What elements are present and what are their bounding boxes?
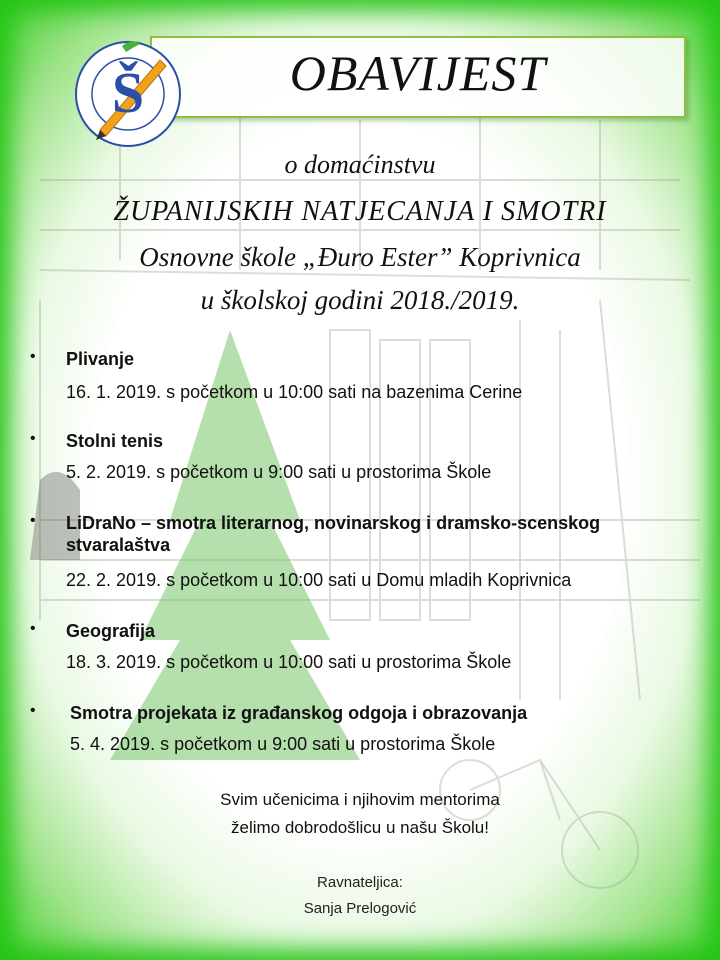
school-logo	[72, 38, 184, 150]
event-detail: 22. 2. 2019. s početkom u 10:00 sati u Domu mladih Koprivnica	[66, 570, 572, 590]
title-box	[150, 36, 686, 118]
closing-line-1: Svim učenicima i njihovim mentorima	[220, 790, 500, 809]
bullet-icon: •	[30, 430, 36, 447]
page-title: OBAVIJEST	[289, 45, 547, 101]
event-name: Stolni tenis	[66, 431, 164, 451]
bullet-icon: •	[30, 512, 36, 529]
bullet-icon: •	[30, 702, 36, 719]
bullet-icon: •	[30, 620, 36, 637]
subtitle-line-4: u školskoj godini 2018./2019.	[200, 285, 520, 315]
event-name: Smotra projekata iz građanskog odgoja i obrazovanja	[70, 703, 528, 723]
event-detail: 5. 4. 2019. s početkom u 9:00 sati u prostorima Škole	[70, 734, 496, 754]
signature-name: Sanja Prelogović	[303, 900, 417, 917]
event-name: Geografija	[66, 621, 156, 641]
bullet-icon: •	[30, 348, 36, 365]
subtitle-line-3: Osnovne škole „Đuro Ester” Koprivnica	[139, 242, 581, 272]
closing-line-2: želimo dobrodošlicu u našu Školu!	[231, 818, 489, 837]
event-name: Plivanje	[66, 349, 135, 369]
logo-letter: Š	[111, 60, 145, 125]
event-detail: 16. 1. 2019. s početkom u 10:00 sati na bazenima Cerine	[66, 382, 523, 402]
subtitle-line-1: o domaćinstvu	[284, 150, 436, 179]
subtitle-line-2: ŽUPANIJSKIH NATJECANJA I SMOTRI	[113, 196, 607, 227]
signature-role: Ravnateljica:	[317, 874, 403, 891]
event-detail: 18. 3. 2019. s početkom u 10:00 sati u prostorima Škole	[66, 652, 512, 672]
event-detail: 5. 2. 2019. s početkom u 9:00 sati u prostorima Škole	[66, 462, 492, 482]
event-name: LiDraNo – smotra literarnog, novinarskog i dramsko-scenskog stvaralaštva	[66, 513, 601, 555]
